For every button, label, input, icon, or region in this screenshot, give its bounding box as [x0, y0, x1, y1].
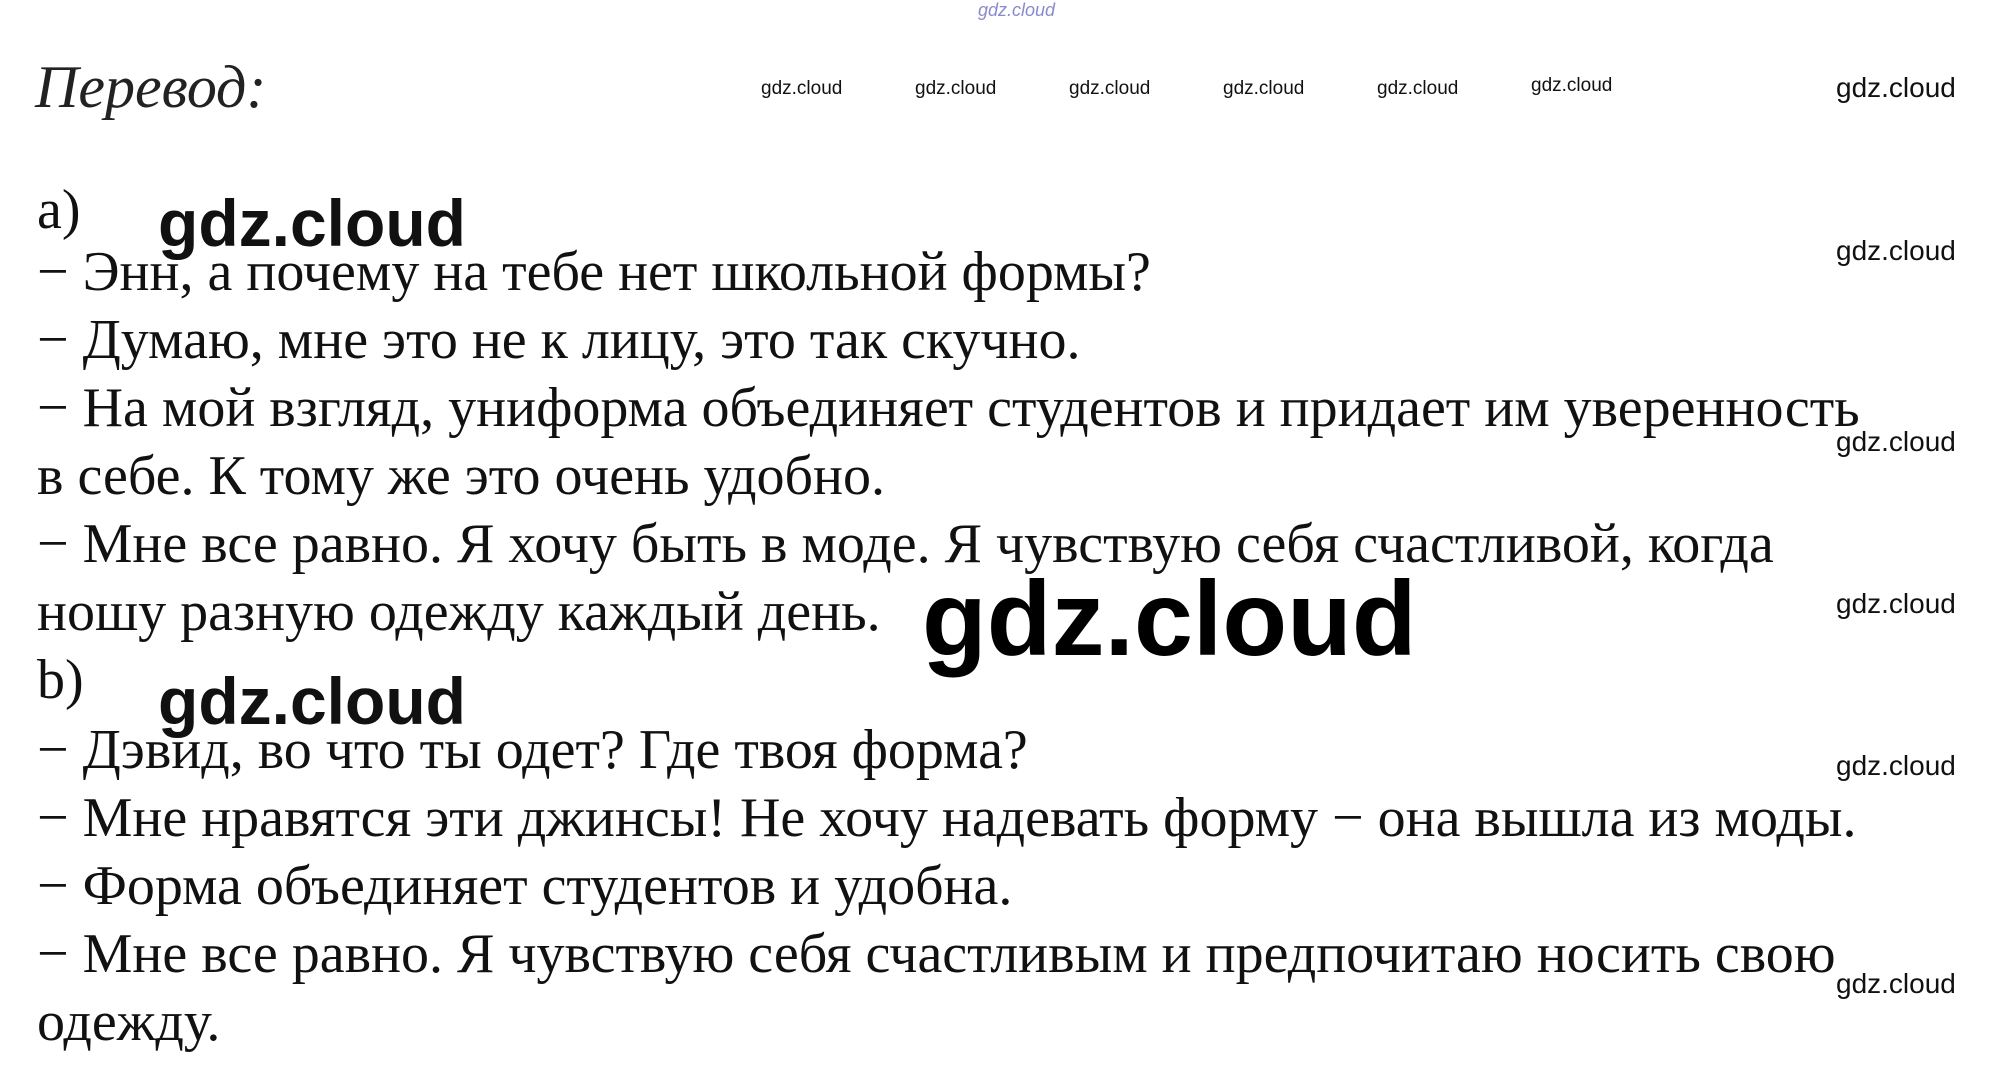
watermark-small: gdz.cloud — [761, 78, 843, 99]
watermark-large: gdz.cloud — [158, 664, 466, 738]
section-b-marker: b) — [37, 649, 84, 711]
watermark-right: gdz.cloud — [1836, 72, 1956, 103]
dialogue-line: − Мне нравятся эти джинсы! Не хочу надевать форму − она вышла из моды. — [37, 787, 1857, 849]
watermark-right: gdz.cloud — [1836, 750, 1956, 781]
page-heading: Перевод: — [35, 54, 267, 120]
dialogue-line: − Дэвид, во что ты одет? Где твоя форма? — [37, 719, 1028, 781]
watermark-top: gdz.cloud — [978, 0, 1056, 20]
watermark-right: gdz.cloud — [1836, 588, 1956, 619]
dialogue-line: − Форма объединяет студентов и удобна. — [37, 855, 1013, 917]
watermark-right: gdz.cloud — [1836, 235, 1956, 266]
dialogue-line: − Энн, а почему на тебе нет школьной формы? — [37, 241, 1151, 303]
watermark-large: gdz.cloud — [158, 186, 466, 260]
watermark-huge: gdz.cloud — [922, 560, 1417, 678]
watermark-small: gdz.cloud — [915, 78, 997, 99]
dialogue-line: − Мне все равно. Я хочу быть в моде. Я чувствую себя счастливой, когда — [37, 513, 1774, 575]
dialogue-line: − Думаю, мне это не к лицу, это так скучно. — [37, 309, 1081, 371]
watermark-small: gdz.cloud — [1531, 75, 1613, 96]
dialogue-line: − Мне все равно. Я чувствую себя счастливым и предпочитаю носить свою — [37, 923, 1836, 985]
dialogue-line: одежду. — [37, 991, 221, 1053]
dialogue-line: в себе. К тому же это очень удобно. — [37, 445, 885, 507]
watermark-small: gdz.cloud — [1069, 78, 1151, 99]
dialogue-line: ношу разную одежду каждый день. — [37, 581, 881, 643]
section-a-marker: a) — [37, 179, 81, 241]
watermark-right: gdz.cloud — [1836, 426, 1956, 457]
watermark-right: gdz.cloud — [1836, 968, 1956, 999]
dialogue-line: − На мой взгляд, униформа объединяет студентов и придает им уверенность — [37, 377, 1860, 439]
watermark-small: gdz.cloud — [1223, 78, 1305, 99]
watermark-small: gdz.cloud — [1377, 78, 1459, 99]
